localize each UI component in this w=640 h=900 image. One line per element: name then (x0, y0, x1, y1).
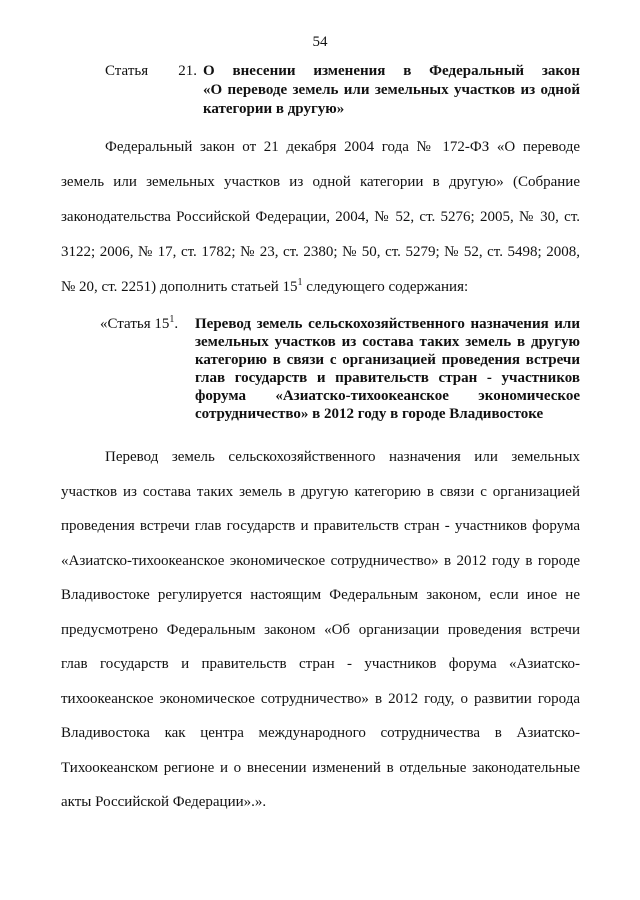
sub-article-heading (100, 315, 580, 423)
article-title-line1: О внесении изменения в Федеральный закон (203, 63, 580, 79)
paragraph-sub-article-body (61, 440, 580, 820)
paragraph-amendment-intro (61, 130, 580, 305)
article-heading (105, 62, 580, 119)
sub-article-word: «Статья 15 (100, 316, 170, 332)
paragraph2-text: Перевод земель сельскохозяйственного назначения или земельных участков из состава таких земель в другую категорию в связи с организацией проведения встречи глав государств и правительств стран - участников форума «Азиатско-тихоокеанское экономическое сотрудничество» в 2012 году в городе Владивостоке регулируется настоящим Федеральным законом, если иное не предусмотрено Федеральным законом «Об организации проведения встречи глав государств и правительств стран - участников форума «Азиатско-тихоокеанское экономическое сотрудничество» в 2012 году, о развитии города Владивостока как центра международного сотрудничества в Азиатско-Тихоокеанском регионе и о внесении изменений в отдельные законодательные акты Российской Федерации».». (61, 449, 580, 810)
sub-article-dot: . (174, 316, 179, 332)
superscript-index: 1 (297, 277, 303, 288)
article-title (203, 62, 580, 119)
article-number: 21. (178, 63, 197, 79)
paragraph1-text-end: следующего содержания: (302, 279, 469, 295)
paragraph1-text: Федеральный закон от 21 декабря 2004 года № 172-ФЗ «О переводе земель или земельных участков из одной категории в другую» (Собрание законодательства Российской Федерации, 2004, № 52, ст. 5276; 2005, № 30, ст. 3122; 2006, № 17, ст. 1782; № 23, ст. 2380; № 50, ст. 5279; № 52, ст. 5498; 2008, № 20, ст. 2251) дополнить статьей 15 (61, 139, 580, 295)
page-number: 54 (312, 34, 328, 50)
article-label (105, 62, 197, 81)
article-title-rest: «О переводе земель или земельных участков из одной категории в другую» (203, 82, 580, 117)
article-word: Статья (105, 63, 149, 79)
sub-article-title: Перевод земель сельскохозяйственного назначения или земельных участков из состава таких земель в другую категорию в связи с организацией проведения встречи глав государств и правительств стран - участников форума «Азиатско-тихоокеанское экономическое сотрудничество» в 2012 году в городе Владивостоке (195, 316, 580, 422)
sub-article-label (100, 315, 178, 333)
sub-article-superscript: 1 (169, 314, 175, 325)
